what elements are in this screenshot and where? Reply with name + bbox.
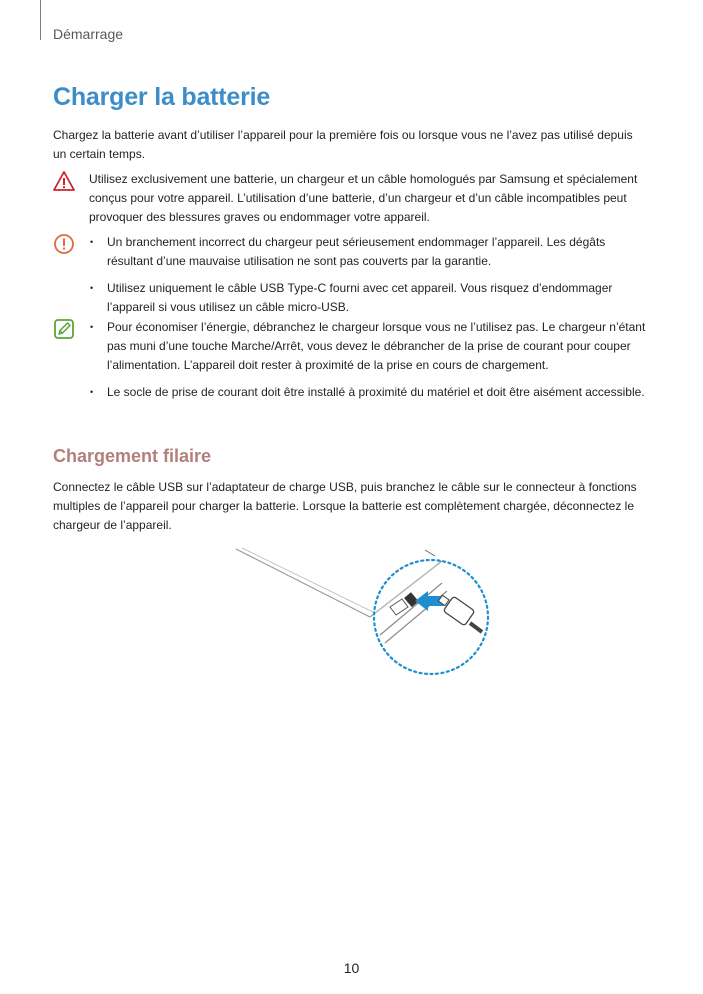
phone-edge bbox=[236, 548, 442, 617]
note-item: • Le socle de prise de courant doit être installé à proximité du matériel et doit être aisément accessible. bbox=[89, 383, 649, 402]
charging-illustration bbox=[230, 545, 500, 680]
note-pencil-icon bbox=[53, 318, 75, 340]
note-block bbox=[53, 318, 649, 410]
caution-item: • Utilisez uniquement le câble USB Type-C fourni avec cet appareil. Vous risquez d’endommager l’appareil si vous utilisez un câble micro-USB. bbox=[89, 279, 649, 317]
intro-paragraph: Chargez la batterie avant d’utiliser l’appareil pour la première fois ou lorsque vous ne l’avez pas utilisé depuis un certain temps. bbox=[53, 128, 633, 161]
caution-circle-icon bbox=[53, 233, 75, 255]
warning-text: Utilisez exclusivement une batterie, un chargeur et un câble homologués par Samsung et spécialement conçus pour votre appareil. L’utilisation d’une batterie, d’un chargeur et d’un câble incompatibles peut provoquer des blessures graves ou endommager votre appareil. bbox=[89, 172, 638, 224]
warning-block bbox=[53, 170, 649, 227]
section-label: Démarrage bbox=[53, 26, 124, 42]
caution-list bbox=[89, 233, 649, 317]
note-list bbox=[89, 318, 649, 402]
warning-triangle-icon bbox=[53, 170, 75, 192]
caution-block bbox=[53, 233, 649, 325]
page-title: Charger la batterie bbox=[53, 83, 271, 111]
margin-rule bbox=[40, 0, 41, 40]
usb-c-plug bbox=[438, 595, 482, 632]
note-item: • Pour économiser l’énergie, débranchez le chargeur lorsque vous ne l’utilisez pas. Le chargeur n’étant pas muni d’une touche Marche/Arrêt, vous devez le débrancher de la prise de courant pour couper l’alimentation. L’appareil doit rester à proximité de la prise en cours de chargement. bbox=[89, 318, 649, 375]
section-heading: Chargement filaire bbox=[53, 446, 212, 466]
usb-port-detail bbox=[380, 583, 447, 643]
section-paragraph: Connectez le câble USB sur l’adaptateur de charge USB, puis branchez le câble sur le connecteur à fonctions multiples de l’appareil pour charger la batterie. Lorsque la batterie est complètement chargée, déconnectez le chargeur de l’appareil. bbox=[53, 480, 637, 532]
caution-item: • Un branchement incorrect du chargeur peut sérieusement endommager l’appareil. Les dégâts résultant d’une mauvaise utilisation ne sont pas couverts par la garantie. bbox=[89, 233, 649, 271]
page-number: 10 bbox=[343, 960, 360, 976]
